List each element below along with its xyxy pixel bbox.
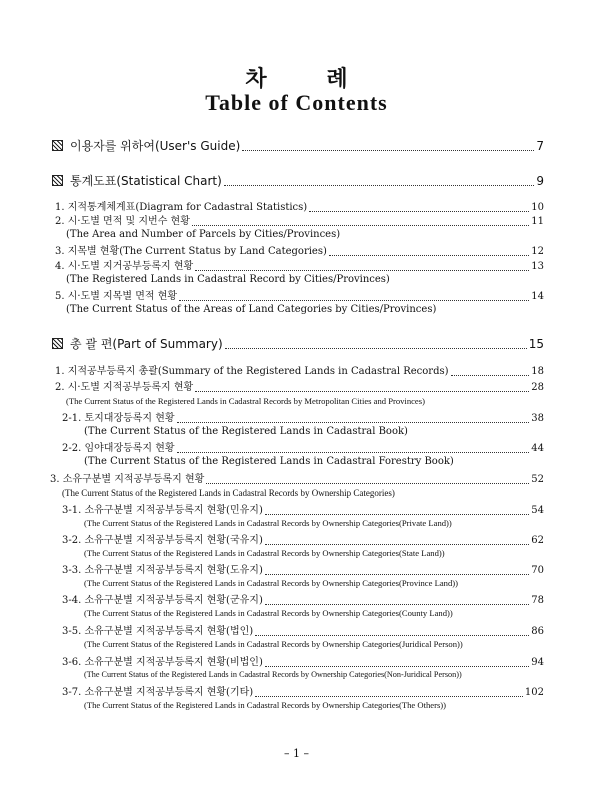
toc-item-english: (The Current Status of the Registered Lands in Cadastral Forestry Book) [84,456,454,467]
toc-item-english: (The Current Status of the Registered Lands in Cadastral Records by Ownership Categories(Private Land)) [84,518,452,528]
leader-dots [177,421,530,423]
toc-item-label: 3-6. 소유구분별 지적공부등록지 현황(비법인) [62,657,263,668]
toc-item-label: 3-7. 소유구분별 지적공부등록지 현황(기타) [62,687,254,698]
toc-page-number: 70 [531,565,544,576]
hatched-box-icon [52,175,63,186]
toc-item-label: 1. 지적통계체계표(Diagram for Cadastral Statistics) [55,202,308,213]
toc-item-english: (The Current Status of the Registered Lands in Cadastral Records by Metropolitan Cities and Provinces) [66,396,425,406]
toc-page-number: 13 [531,261,544,272]
toc-section-users-guide[interactable] [52,139,544,154]
hatched-box-icon [52,140,63,151]
toc-page-number: 12 [531,246,544,257]
toc-item-english: (The Registered Lands in Cadastral Record by Cities/Provinces) [66,274,390,285]
toc-page-number: 7 [536,139,544,153]
leader-dots [195,269,529,271]
toc-item-english: (The Current Status of the Areas of Land Categories by Cities/Provinces) [66,304,437,315]
toc-page-number: 10 [531,202,544,213]
toc-page-number: 102 [524,687,544,698]
toc-item[interactable] [55,214,544,229]
toc-item[interactable] [62,563,544,578]
leader-dots [177,451,530,453]
toc-page-number: 44 [531,443,544,454]
toc-page-number: 86 [531,626,544,637]
toc-item-label: 3-5. 소유구분별 지적공부등록지 현황(법인) [62,626,254,637]
leader-dots [225,347,527,349]
page-title-english: Table of Contents [205,90,388,115]
toc-item[interactable] [55,259,544,274]
leader-dots [255,695,523,697]
leader-dots [265,665,529,667]
toc-page-number: 52 [531,474,544,485]
toc-item-label: 4. 시·도별 지거공부등록지 현황 [55,261,194,272]
toc-item-label: 3-1. 소유구분별 지적공부등록지 현황(민유지) [62,505,263,516]
leader-dots [179,299,529,301]
leader-dots [265,513,529,515]
leader-dots [192,224,529,226]
toc-page-number: 38 [531,413,544,424]
toc-item-english: (The Current Status of the Registered Lands in Cadastral Records by Ownership Categories(Non-Juridical Person)) [84,670,462,679]
toc-section-label: 총 괄 편(Part of Summary) [70,337,223,351]
toc-item[interactable] [62,593,544,608]
toc-page-number: 18 [531,366,544,377]
toc-page-number: 62 [531,535,544,546]
leader-dots [265,573,529,575]
leader-dots [195,390,529,392]
toc-section-label: 이용자를 위하여(User's Guide) [70,139,241,153]
toc-page-number: 54 [531,505,544,516]
toc-item-english: (The Current Status of the Registered Lands in Cadastral Records by Ownership Categories(The Others)) [84,700,447,710]
toc-item-label: 1. 지적공부등록지 총괄(Summary of the Registered Lands in Cadastral Records) [55,366,449,377]
toc-item-english: (The Current Status of the Registered Lands in Cadastral Records by Ownership Categories) [62,488,395,498]
toc-item[interactable] [62,503,544,518]
toc-item[interactable] [62,411,544,426]
page-title-korean: 차 례 [245,67,374,92]
toc-page-number: 11 [531,216,544,227]
leader-dots [255,634,529,636]
toc-item-english: (The Area and Number of Parcels by Cities/Provinces) [66,229,341,240]
toc-item[interactable] [62,533,544,548]
toc-item-english: (The Current Status of the Registered Lands in Cadastral Records by Ownership Categories(Juridical Person)) [84,639,463,649]
toc-item-label: 3-3. 소유구분별 지적공부등록지 현황(도유지) [62,565,263,576]
toc-page-number: 78 [531,595,544,606]
toc-item[interactable] [55,364,544,379]
toc-page-number: 94 [531,657,544,668]
toc-item-label: 2-1. 토지대장등록지 현황 [62,413,175,424]
leader-dots [224,184,535,186]
toc-item[interactable] [55,380,544,395]
leader-dots [329,254,529,256]
toc-section-label: 통계도표(Statistical Chart) [70,174,222,188]
toc-item-english: (The Current Status of the Registered Lands in Cadastral Book) [84,426,408,437]
toc-item-label: 3-4. 소유구분별 지적공부등록지 현황(군유지) [62,595,263,606]
toc-item[interactable] [62,624,544,639]
toc-item-label: 2-2. 임야대장등록지 현황 [62,443,175,454]
toc-item-label: 2. 시·도별 면적 및 지번수 현황 [55,216,190,227]
toc-page-number: 28 [531,382,544,393]
page-number-footer: – 1 – [284,747,309,760]
toc-page-number: 14 [531,291,544,302]
leader-dots [309,210,529,212]
toc-page-number: 9 [536,174,544,188]
toc-item[interactable] [50,472,544,487]
toc-item[interactable] [55,289,544,304]
hatched-box-icon [52,338,63,349]
leader-dots [206,482,529,484]
toc-page-number: 15 [528,337,544,351]
toc-section-statistical-chart[interactable] [52,174,544,189]
toc-item[interactable] [55,200,544,215]
leader-dots [265,603,529,605]
toc-item[interactable] [62,685,544,700]
leader-dots [451,374,530,376]
leader-dots [242,149,534,151]
toc-item-english: (The Current Status of the Registered Lands in Cadastral Records by Ownership Categories(Province Land)) [84,578,458,588]
toc-item-english: (The Current Status of the Registered Lands in Cadastral Records by Ownership Categories(State Land)) [84,548,445,558]
toc-section-part-of-summary[interactable] [52,337,544,352]
toc-item-label: 3-2. 소유구분별 지적공부등록지 현황(국유지) [62,535,263,546]
toc-item-label: 3. 지목별 현황(The Current Status by Land Categories) [55,246,327,257]
toc-item[interactable] [62,655,544,670]
toc-item-english: (The Current Status of the Registered Lands in Cadastral Records by Ownership Categories(County Land)) [84,608,453,618]
toc-item-label: 2. 시·도별 지적공부등록지 현황 [55,382,194,393]
toc-item-label: 5. 시·도별 지목별 면적 현황 [55,291,178,302]
toc-item[interactable] [55,244,544,259]
toc-item[interactable] [62,441,544,456]
leader-dots [265,543,529,545]
toc-item-label: 3. 소유구분별 지적공부등록지 현황 [50,474,205,485]
